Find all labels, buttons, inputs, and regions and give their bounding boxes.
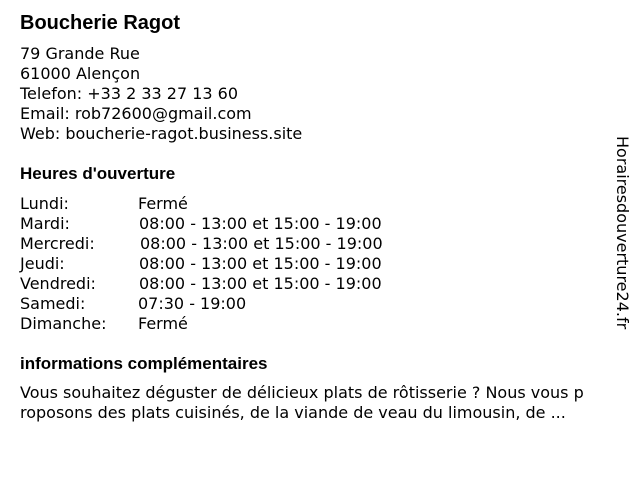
hours-row-sunday xyxy=(20,314,440,334)
additional-info-heading: informations complémentaires xyxy=(20,354,268,373)
address-city: 61000 Alençon xyxy=(20,64,141,83)
hours-row-wednesday xyxy=(20,234,440,254)
hours-row-friday xyxy=(20,274,440,294)
site-watermark: Horairesdouverture24.fr xyxy=(613,136,632,330)
day-hours: 08:00 - 13:00 et 15:00 - 19:00 xyxy=(139,214,382,233)
day-hours: 08:00 - 13:00 et 15:00 - 19:00 xyxy=(140,234,383,253)
day-label: Jeudi: xyxy=(20,254,65,273)
business-name: Boucherie Ragot xyxy=(20,12,181,34)
day-label: Vendredi: xyxy=(20,274,96,293)
hours-row-tuesday xyxy=(20,214,440,234)
day-label: Mardi: xyxy=(20,214,70,233)
description-text xyxy=(20,383,632,423)
description-line: Vous souhaitez déguster de délicieux plats de rôtisserie ? Nous vous p xyxy=(20,383,584,402)
day-hours: 08:00 - 13:00 et 15:00 - 19:00 xyxy=(139,274,382,293)
description-line: roposons des plats cuisinés, de la viande de veau du limousin, de ... xyxy=(20,403,566,422)
address-street: 79 Grande Rue xyxy=(20,44,140,63)
website: Web: boucherie-ragot.business.site xyxy=(20,124,303,143)
opening-hours-heading: Heures d'ouverture xyxy=(20,164,176,183)
day-label: Dimanche: xyxy=(20,314,107,333)
hours-row-thursday xyxy=(20,254,440,274)
day-hours: Fermé xyxy=(138,314,188,333)
day-label: Samedi: xyxy=(20,294,86,313)
day-hours: 07:30 - 19:00 xyxy=(138,294,247,313)
hours-row-monday xyxy=(20,194,440,214)
day-label: Lundi: xyxy=(20,194,69,213)
hours-row-saturday xyxy=(20,294,440,314)
day-hours: Fermé xyxy=(138,194,188,213)
day-label: Mercredi: xyxy=(20,234,95,253)
email-address: Email: rob72600@gmail.com xyxy=(20,104,252,123)
phone-number: Telefon: +33 2 33 27 13 60 xyxy=(20,84,239,103)
day-hours: 08:00 - 13:00 et 15:00 - 19:00 xyxy=(139,254,382,273)
